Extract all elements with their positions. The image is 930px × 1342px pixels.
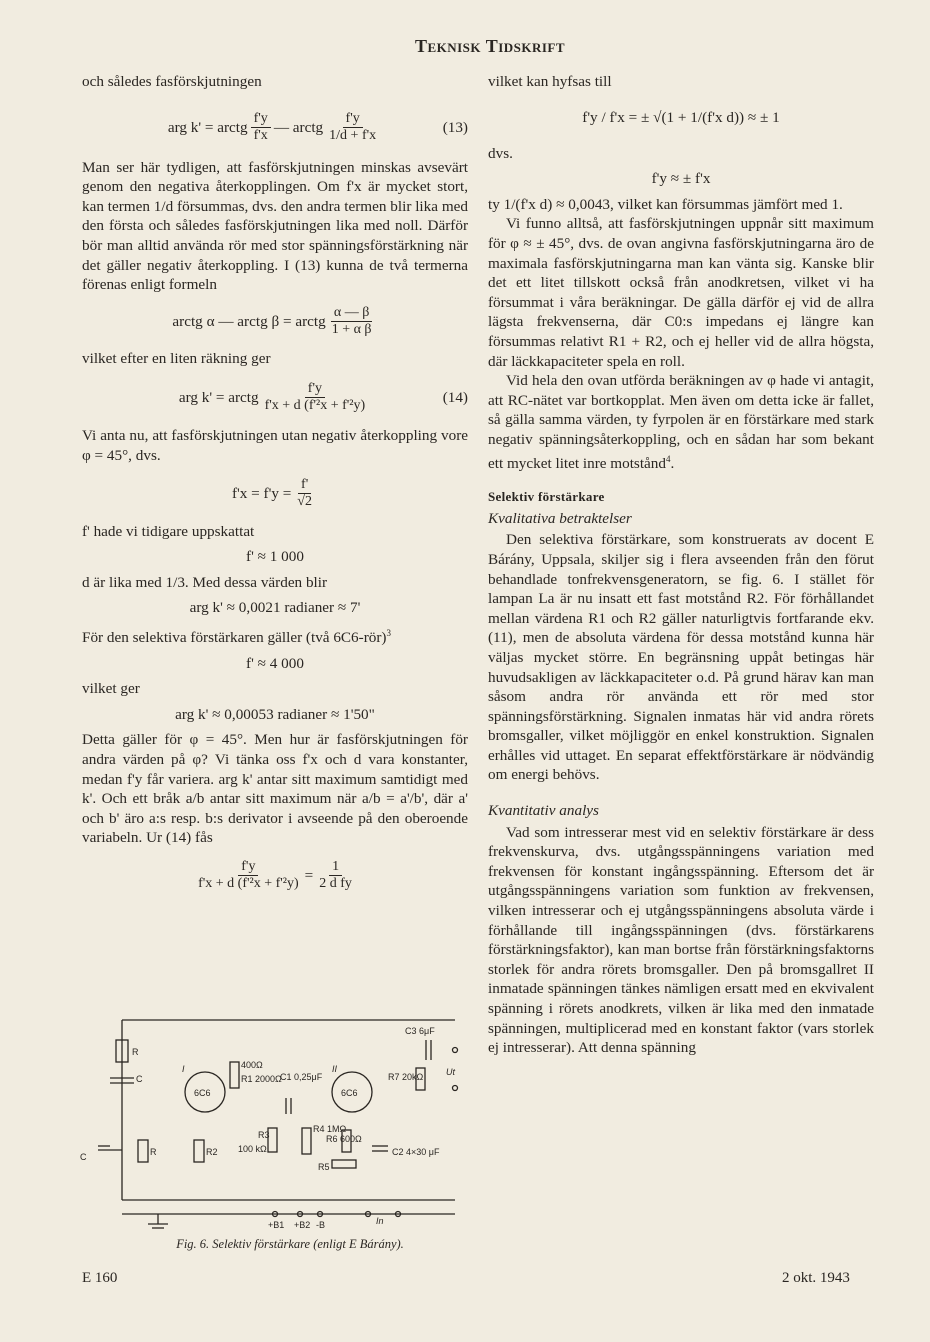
equation-last: $\frac{f'y}{\text{f'x + d (f'²x + f'²y)}}$ = $\frac{1}{\text{2 d fy}}$ <box>198 859 352 892</box>
equation-f1000: f' ≈ 1 000 <box>246 548 304 566</box>
right-column <box>488 72 874 1058</box>
svg-text:R: R <box>150 1147 157 1157</box>
paragraph: vilket kan hyfsas till <box>488 73 612 90</box>
svg-text:C1 0,25μF: C1 0,25μF <box>280 1072 323 1082</box>
svg-text:R7 20kΩ: R7 20kΩ <box>388 1072 424 1082</box>
svg-text:C: C <box>136 1074 143 1084</box>
issue-date: 2 okt. 1943 <box>782 1270 850 1286</box>
svg-text:II: II <box>332 1064 338 1074</box>
svg-text:R6 600Ω: R6 600Ω <box>326 1134 362 1144</box>
paragraph: ty 1/(f'x d) ≈ 0,0043, vilket kan försummas jämfört med 1. <box>488 195 843 213</box>
journal-header: Teknisk Tidskrift <box>414 36 566 56</box>
paragraph: d är lika med 1/3. Med dessa värden blir <box>82 573 328 591</box>
equation-fy: f'y ≈ ± f'x <box>651 170 711 188</box>
left-column <box>82 72 468 904</box>
svg-text:6C6: 6C6 <box>194 1088 211 1098</box>
svg-text:R3: R3 <box>258 1130 270 1140</box>
svg-text:-B: -B <box>316 1220 325 1230</box>
svg-text:Ut: Ut <box>446 1067 455 1077</box>
output-terminal <box>453 1048 458 1053</box>
svg-text:6C6: 6C6 <box>341 1088 358 1098</box>
svg-text:R: R <box>132 1047 139 1057</box>
paragraph: För den selektiva förstärkaren gäller (två 6C6-rör)$^3$ <box>82 627 391 646</box>
svg-text:R5: R5 <box>318 1162 330 1172</box>
paragraph: Detta gäller för φ = 45°. Men hur är fasförskjutningen för andra värden på φ? Vi tänka oss f'x och d vara konstanter, medan f'y får variera. arg k' antar sitt maximum samtidigt med k'. Och ett bråk a/b antar sitt maximum när a/b = a'/b', där a' och b' äro a:s resp. b:s derivator i avseende på den oberoende variabeln. Ur (14) fås <box>82 731 468 847</box>
figure-caption: Fig. 6. Selektiv förstärkare (enligt E Bárány). <box>176 1237 404 1251</box>
svg-text:C3 6μF: C3 6μF <box>405 1026 435 1036</box>
svg-text:C2 4×30 μF: C2 4×30 μF <box>392 1147 440 1157</box>
equation-arctg: arctg α — arctg β = arctg $\frac{\alpha — \beta}{\text{1 + α β}}$ <box>172 305 372 338</box>
svg-text:In: In <box>376 1216 384 1226</box>
output-terminal <box>453 1086 458 1091</box>
resistor-r <box>138 1140 148 1162</box>
equation-fx: f'x = f'y = $\frac{f'}{√2}$ <box>232 477 312 510</box>
paragraph: f' hade vi tidigare uppskattat <box>82 522 255 540</box>
svg-text:R2: R2 <box>206 1147 218 1157</box>
svg-text:R4 1MΩ: R4 1MΩ <box>313 1124 347 1134</box>
equation-f4000: f' ≈ 4 000 <box>246 654 304 672</box>
paragraph: dvs. <box>488 144 513 162</box>
equation-sqrt: f'y / f'x = ± √(1 + 1/(f'x d)) ≈ ± 1 <box>582 108 780 126</box>
equation-13: arg k' = arctg $\frac{f'y}{f'x}$ — arctg $\frac{f'y}{1/d + f'x}$ (13) <box>167 111 468 144</box>
svg-text:100 kΩ: 100 kΩ <box>238 1144 267 1154</box>
equation-number: (13) <box>442 118 468 136</box>
resistor-r2 <box>194 1140 204 1162</box>
paragraph: Man ser här tydligen, att fasförskjutningen minskas avsevärt genom den negativa återkopplingen. Om f'x är mycket stort, kan termen 1/d försummas, dvs. den andra termen blir lika med den första och således fasförskjutningen lika med noll. Därför bör man alltid använda rör med stor spänningsförstärkning när det gäller negativ återkoppling. I (13) kunna de två termerna förenas enligt formeln <box>82 158 468 294</box>
subsection-heading: Kvalitativa betraktelser <box>488 509 632 527</box>
paragraph: och således fasförskjutningen <box>82 73 262 90</box>
svg-text:C: C <box>80 1152 87 1162</box>
resistor-r1 <box>230 1062 239 1088</box>
circuit-diagram <box>80 1010 470 1240</box>
resistor-r4 <box>302 1128 311 1154</box>
svg-text:+B2: +B2 <box>294 1220 311 1230</box>
equation-arg1: arg k' ≈ 0,0021 radianer ≈ 7' <box>189 599 361 617</box>
paragraph: vilket ger <box>82 680 140 698</box>
paragraph: Vid hela den ovan utförda beräkningen av φ hade vi antagit, att RC-nätet var bortkopplat. Men även om detta icke är fallet, så gälla samma värden, ty fyrpolen är en förstärkare med stark negativ spänningsåterkoppling, och en sådan har som bekant ett mycket litet inre motstånd$^4$. <box>488 372 874 472</box>
paragraph: Vi funno alltså, att fasförskjutningen uppnår sitt maximum för φ ≈ ± 45°, dvs. de ovan angivna fasförskjutningarna äro de maximala fasförskjutningarna man kan vänta sig. Kanske blir det ett litet tillskott också från anodkretsen, vilket vi ha försummat i våra beräkningar. De gälla därför ej vid de allra lägsta frekvenserna, där C0:s impedans ej längre kan försummas relativt R1 + R2, och ej heller vid de allra högsta, där läckkapaciteter spela en roll. <box>488 215 874 370</box>
equation-14: arg k' = arctg $\frac{f'y}{\text{f'x + d (f'²x + f'²y)}}$ (14) <box>178 380 468 413</box>
resistor-r5 <box>332 1160 356 1168</box>
equation-arg2: arg k' ≈ 0,00053 radianer ≈ 1'50" <box>175 705 375 723</box>
svg-text:R1 2000Ω: R1 2000Ω <box>241 1074 282 1084</box>
section-heading: Selektiv förstärkare <box>488 489 605 505</box>
paragraph: Vad som intresserar mest vid en selektiv förstärkare är dess frekvenskurva, dvs. utgångsspänningens variation med frekvensen för konstant ingångsspänning. Eftersom det är utgångsspänningens variation som funktion av frekvensen, vilken intresserar och ej utgångsspänningens absoluta värde i förhållande till ingångsspänningen (dvs. förstärkarens förstärkningsfaktor), kan man bortse från förstärkningsfaktorns storlek för andra rörets bromsgaller. Den på bromsgallret II inmatade spänningen tänkes nämligen ersatt med en ekvivalent spänning i rörets anodkrets, vilken är lika med den inmatade spänningen, multiplicerad med en konstant faktor (vars storlek ej intresserar). Att denna spänning <box>488 823 874 1057</box>
equation-number: (14) <box>442 388 468 406</box>
paragraph: Den selektiva förstärkare, som konstruerats av docent E Bárány, Uppsala, skiljer sig i flera avseenden från den förut behandlade tonfrekvensgeneratorn, se fig. 6. I stället för lampan La är nu insatt ett fast motstånd R2. För förhållandet mellan värdena R1 och R2 gäller naturligtvis fortfarande ekv. (11), men de absoluta värdena för dessa motstånd kunna här väljas mycket större. En begränsning uppåt betingas här huvudsakligen av läckkapaciteter o.d. På grund härav kan man såsom andra rör använda ett rör med stor spänningsförstärkning. Signalen inmatas här vid andra rörets bromsgaller, vilket möjliggör en enkel konstruktion. Signalen erhålles vid uttaget. En separat effektförstärkare är nödvändig om energi behövs. <box>488 531 874 784</box>
svg-text:+B1: +B1 <box>268 1220 285 1230</box>
svg-text:I: I <box>182 1064 185 1074</box>
svg-text:400Ω: 400Ω <box>241 1060 263 1070</box>
paragraph: vilket efter en liten räkning ger <box>82 349 271 367</box>
page-number: E 160 <box>82 1270 118 1286</box>
subsection-heading: Kvantitativ analys <box>488 802 599 820</box>
paragraph: Vi anta nu, att fasförskjutningen utan negativ återkoppling vore φ = 45°, dvs. <box>82 427 468 464</box>
